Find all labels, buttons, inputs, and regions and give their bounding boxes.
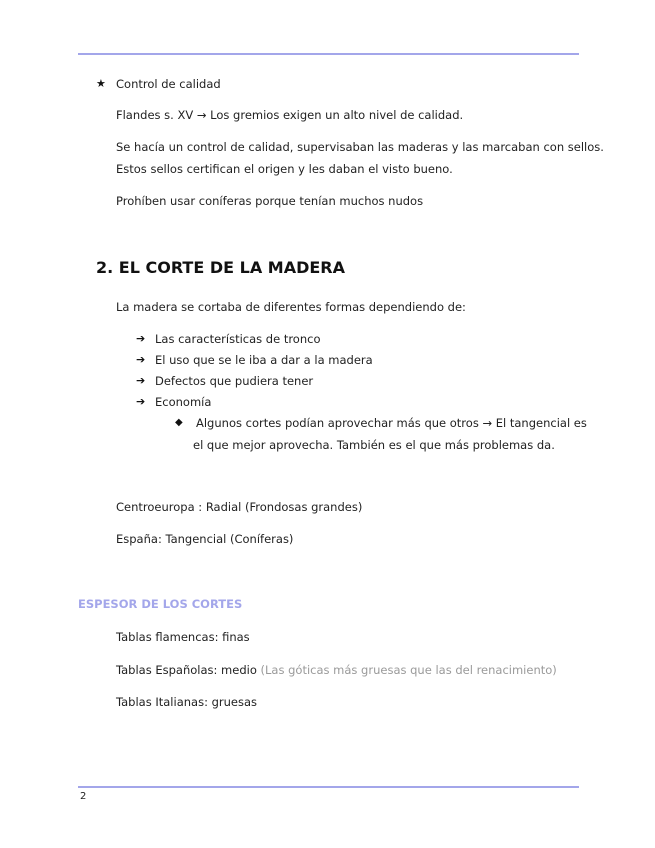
- espana-text: España: Tangencial (Coníferas): [116, 532, 294, 546]
- list-item: Economía: [155, 395, 212, 409]
- section-intro: La madera se cortaba de diferentes formas dependiendo de:: [116, 300, 466, 314]
- tablas-espanolas-note: (Las góticas más gruesas que las del renacimiento): [260, 663, 557, 677]
- footer-rule: [78, 786, 579, 788]
- page-number: 2: [80, 791, 87, 802]
- sub-item-line-2: el que mejor aprovecha. También es el que más problemas da.: [193, 438, 555, 452]
- diamond-icon: ◆: [175, 417, 183, 428]
- sub-item-line-1: Algunos cortes podían aprovechar más que otros → El tangencial es: [196, 416, 587, 430]
- list-item: Las características de tronco: [155, 332, 321, 346]
- arrow-right-icon: ➔: [136, 353, 146, 366]
- section-heading: 2. EL CORTE DE LA MADERA: [96, 258, 345, 277]
- arrow-right-icon: ➔: [136, 395, 146, 408]
- control-text-line-1: Se hacía un control de calidad, supervisaban las maderas y las marcaban con sellos.: [116, 140, 604, 154]
- list-item: El uso que se le iba a dar a la madera: [155, 353, 373, 367]
- tablas-flamencas: Tablas flamencas: finas: [116, 630, 250, 644]
- control-text-line-2: Estos sellos certifican el origen y les daban el visto bueno.: [116, 162, 453, 176]
- centroeuropa-text: Centroeuropa : Radial (Frondosas grandes): [116, 500, 363, 514]
- list-item: Defectos que pudiera tener: [155, 374, 314, 388]
- header-rule: [78, 53, 579, 55]
- star-icon: ★: [96, 77, 106, 90]
- arrow-right-icon: ➔: [136, 374, 146, 387]
- flandes-text: Flandes s. XV → Los gremios exigen un alto nivel de calidad.: [116, 108, 464, 122]
- prohiben-text: Prohíben usar coníferas porque tenían muchos nudos: [116, 194, 424, 208]
- control-title: Control de calidad: [116, 77, 221, 91]
- tablas-espanolas: [116, 663, 557, 677]
- tablas-espanolas-label: Tablas Españolas: medio: [116, 663, 257, 677]
- tablas-italianas: Tablas Italianas: gruesas: [116, 695, 258, 709]
- espesor-heading: ESPESOR DE LOS CORTES: [78, 597, 243, 611]
- arrow-right-icon: ➔: [136, 332, 146, 345]
